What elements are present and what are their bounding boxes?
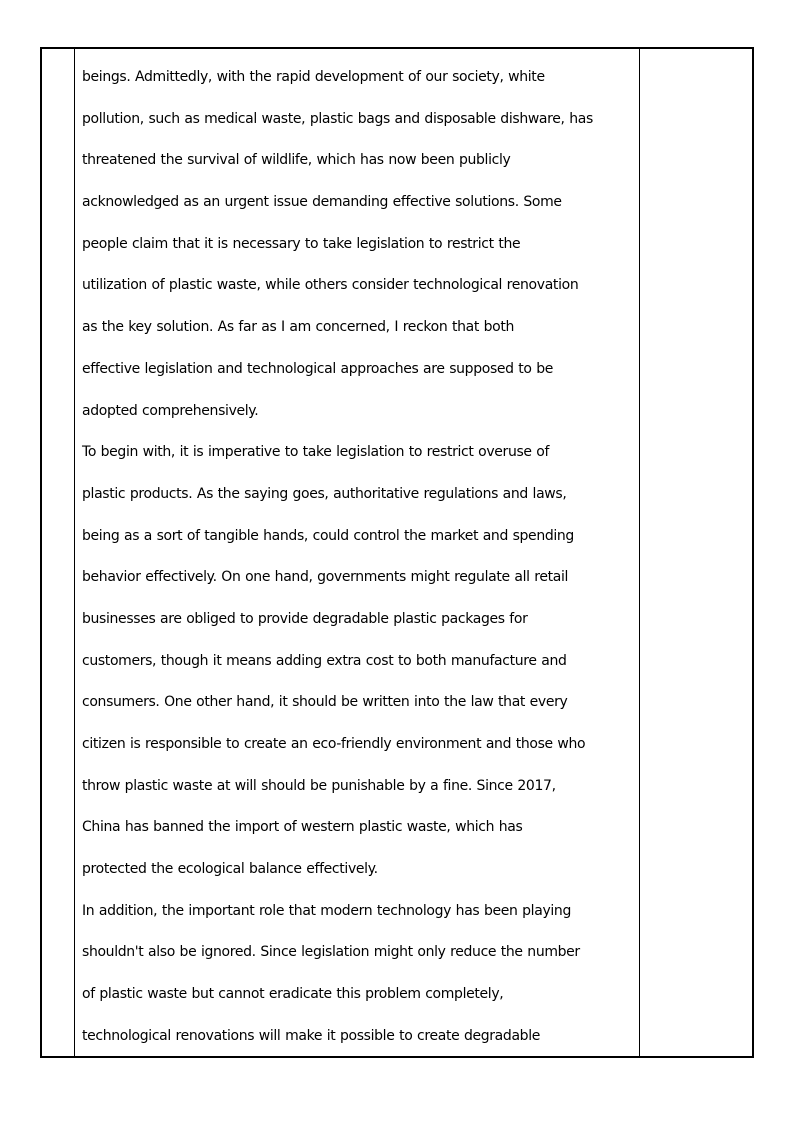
text-line: citizen is responsible to create an eco-friendly environment and those who: [82, 736, 586, 752]
left-margin-cell: [42, 49, 74, 1056]
text-line: technological renovations will make it possible to create degradable: [82, 1027, 541, 1044]
paragraph-technology: [82, 891, 642, 1058]
text-line: pollution, such as medical waste, plastic bags and disposable dishware, has: [82, 110, 593, 127]
text-line: being as a sort of tangible hands, could control the market and spending: [82, 527, 574, 544]
text-line: customers, though it means adding extra cost to both manufacture and: [82, 652, 567, 669]
text-line: To begin with, it is imperative to take legislation to restrict overuse of: [82, 444, 550, 461]
text-line: behavior effectively. On one hand, governments might regulate all retail: [82, 569, 569, 586]
text-line: of plastic waste but cannot eradicate this problem completely,: [82, 986, 504, 1003]
text-line: effective legislation and technological approaches are supposed to be: [82, 360, 554, 377]
text-line: utilization of plastic waste, while others consider technological renovation: [82, 277, 579, 294]
paragraph-introduction: [82, 57, 642, 432]
text-line: acknowledged as an urgent issue demanding effective solutions. Some: [82, 194, 562, 211]
text-line: plastic products. As the saying goes, authoritative regulations and laws,: [82, 485, 567, 502]
essay-text-cell: [82, 57, 642, 1058]
text-line: as the key solution. As far as I am concerned, I reckon that both: [82, 319, 515, 336]
column-divider-left: [74, 49, 75, 1056]
text-line: throw plastic waste at will should be punishable by a fine. Since 2017,: [82, 777, 556, 794]
text-line: beings. Admittedly, with the rapid development of our society, white: [82, 69, 545, 85]
right-margin-cell: [640, 49, 752, 1056]
text-line: people claim that it is necessary to take legislation to restrict the: [82, 235, 521, 252]
text-line: threatened the survival of wildlife, which has now been publicly: [82, 152, 511, 169]
text-line: In addition, the important role that modern technology has been playing: [82, 902, 571, 919]
paragraph-legislation: [82, 432, 642, 891]
text-line: China has banned the import of western plastic waste, which has: [82, 819, 523, 836]
text-line: protected the ecological balance effectively.: [82, 861, 378, 878]
text-line: shouldn't also be ignored. Since legislation might only reduce the number: [82, 944, 580, 961]
essay-table: [40, 47, 754, 1058]
text-line: adopted comprehensively.: [82, 402, 259, 419]
text-line: consumers. One other hand, it should be written into the law that every: [82, 694, 568, 711]
text-line: businesses are obliged to provide degradable plastic packages for: [82, 610, 528, 627]
